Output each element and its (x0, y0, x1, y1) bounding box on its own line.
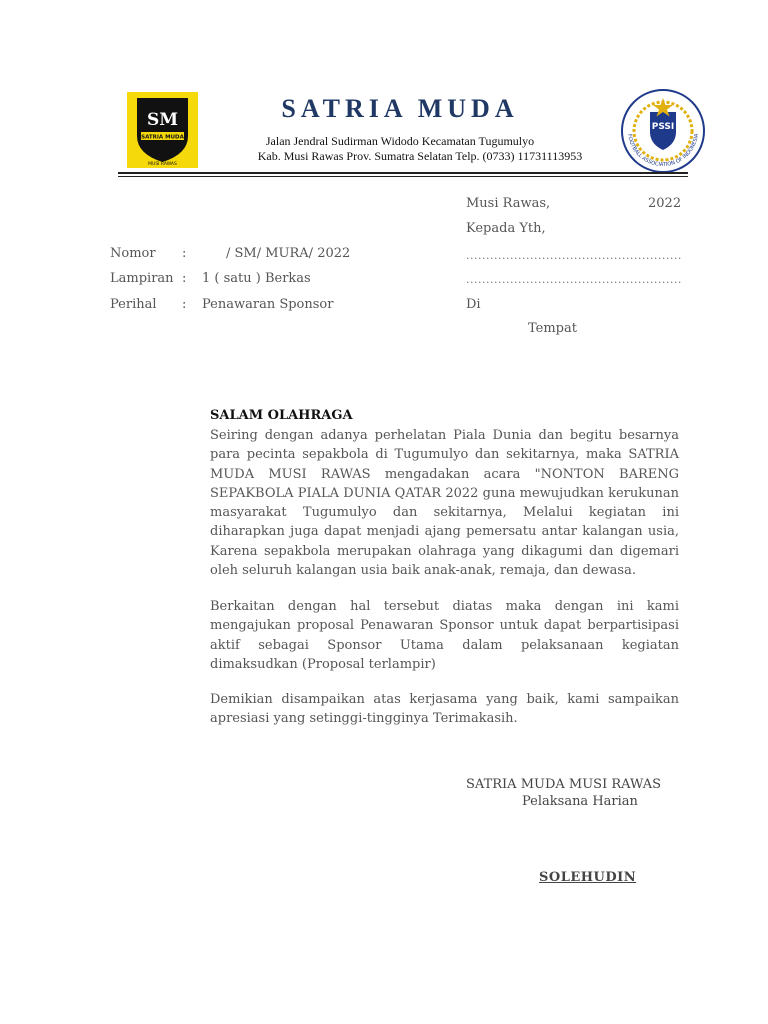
body-paragraph-3: Demikian disampaikan atas kerjasama yang baik, kami sampaikan apresiasi yang setinggi-tingginya Terimakasih. (210, 692, 679, 727)
nomor-label: Nomor (110, 246, 156, 261)
organization-title: SATRIA MUDA (281, 94, 519, 123)
letter-salutation: SALAM OLAHRAGA (210, 408, 353, 423)
nomor-value: / SM/ MURA/ 2022 (226, 246, 351, 261)
signature-title: Pelaksana Harian (522, 794, 638, 809)
address-line-2: Kab. Musi Rawas Prov. Sumatra Selatan Telp. (0733) 11731113953 (257, 149, 583, 163)
recipient-di: Di (466, 297, 481, 312)
signatory-name: SOLEHUDIN (539, 870, 637, 885)
logo-badge-text: SATRIA MUDA (141, 134, 184, 141)
pssi-ring-text: FOOTBALL ASSOCIATION OF INDONESIA (626, 133, 700, 169)
date-place: Musi Rawas, (466, 196, 551, 211)
satria-muda-logo (127, 92, 198, 168)
pssi-logo (620, 88, 706, 174)
nomor-separator: : (182, 246, 187, 261)
logo-footer-text: MUSI RAWAS (148, 162, 177, 167)
body-paragraph-1: Seiring dengan adanya perhelatan Piala Dunia dan begitu besarnya para pecinta sepakbola di Tugumulyo dan sekitarnya, maka SATRIA MUDA MUSI RAWAS mengadakan acara "NONTON BARENG SEPAKBOLA PIALA DUNIA QATAR 2022 guna mewujudkan kerukunan masyarakat Tugumulyo dan sekitarnya, Melalui kegiatan ini diharapkan juga dapat menjadi ajang pemersatu antar kalangan usia, Karena sepakbola merupakan olahraga yang dikagumi dan digemari oleh seluruh kalangan usia baik anak-anak, remaja, dan dewasa. (210, 428, 679, 579)
pssi-text: PSSI (651, 122, 675, 132)
logo-monogram: SM (146, 110, 179, 130)
body-paragraph-2: Berkaitan dengan hal tersebut diatas maka dengan ini kami mengajukan proposal Penawaran Sponsor untuk dapat berpartisipasi aktif sebagai Sponsor Utama dalam pelaksanaan kegiatan dimaksudkan (Proposal terlampir) (210, 599, 679, 672)
lampiran-value: 1 ( satu ) Berkas (202, 271, 311, 286)
perihal-separator: : (182, 297, 187, 312)
header-rule (118, 172, 688, 174)
address-line-1: Jalan Jendral Sudirman Widodo Kecamatan Tugumulyo (265, 134, 535, 148)
recipient-salutation: Kepada Yth, (466, 221, 546, 236)
signature-organization: SATRIA MUDA MUSI RAWAS (466, 777, 662, 792)
recipient-tempat: Tempat (528, 321, 577, 336)
lampiran-label: Lampiran (110, 271, 174, 286)
perihal-value: Penawaran Sponsor (202, 297, 334, 312)
date-year: 2022 (648, 196, 682, 211)
recipient-line-1: ...................................................... (466, 249, 682, 262)
recipient-line-2: ...................................................... (466, 273, 682, 286)
header-rule-thin (118, 176, 688, 177)
lampiran-separator: : (182, 271, 187, 286)
perihal-label: Perihal (110, 297, 157, 312)
